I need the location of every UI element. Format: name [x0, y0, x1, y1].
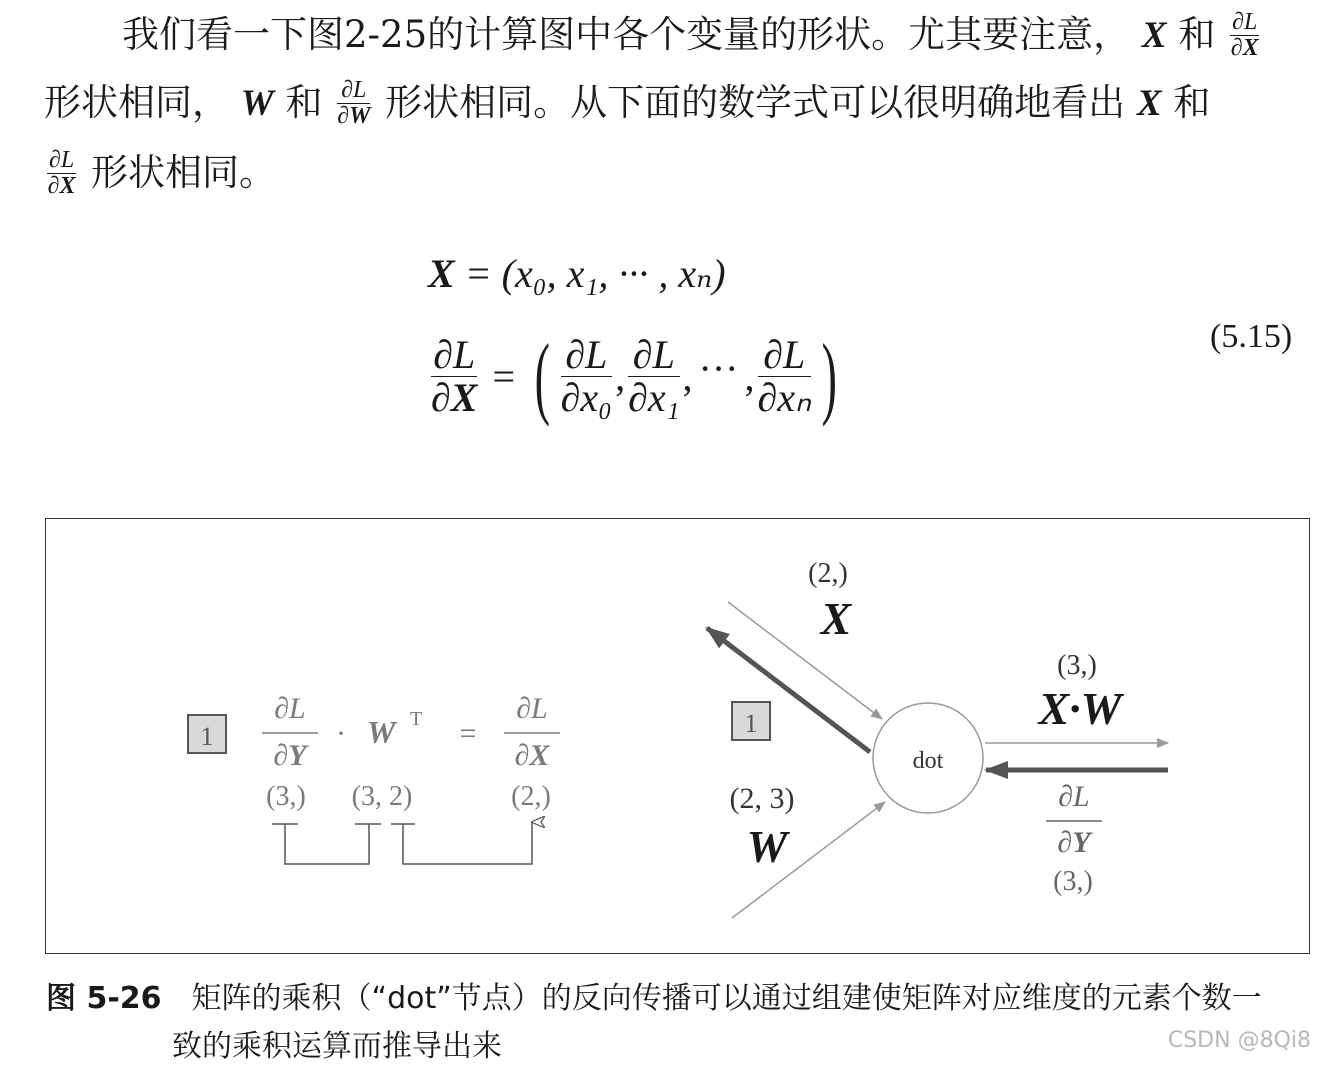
dot-node-label: dot	[912, 748, 944, 774]
x-shape-label: (2,)	[808, 558, 848, 589]
fraction-numerator: ∂L	[1232, 8, 1258, 35]
formula-w-sup: T	[410, 708, 423, 730]
w-shape-label: (2, 3)	[729, 782, 795, 815]
out-shape-label: (3,)	[1057, 650, 1097, 681]
symbol-w: W	[240, 83, 274, 124]
word-and: 和	[1178, 13, 1216, 56]
fraction-numerator: ∂L	[49, 146, 75, 173]
right-paren: )	[821, 325, 837, 427]
fraction-denominator: ∂xₙ	[757, 374, 811, 420]
watermark: CSDN @8Qi8	[1167, 1028, 1311, 1053]
fraction-numerator: ∂L	[758, 334, 811, 377]
fraction-numerator: ∂L	[431, 334, 477, 377]
fraction-denominator: ∂X	[47, 173, 76, 199]
fraction-numerator: ∂L	[628, 334, 679, 377]
fraction-denominator: ∂X	[431, 374, 478, 420]
fraction-denominator: ∂W	[337, 103, 371, 129]
badge-left-text: 1	[200, 722, 214, 751]
fraction-numerator: ∂L	[561, 334, 612, 377]
symbol-x: X	[1141, 15, 1167, 56]
paragraph-text: 形状相同。从下面的数学式可以很明确地看出	[385, 81, 1126, 124]
left-paren: (	[534, 325, 550, 427]
formula-t2-num: ∂L	[516, 692, 548, 725]
eq-ellipsis: ···	[698, 345, 739, 391]
formula-t1-den: ∂Y	[273, 739, 307, 772]
formula-shape-1: (3,)	[266, 781, 306, 812]
w-label: W	[746, 821, 788, 872]
formula-w: W	[367, 714, 396, 750]
equation-line-2: $\frac{\partial L}{\partial X}$ = ( $\frac{\partial L}{\text{∂x₀}}$ , $\frac{\partial L}{\text{∂x₁}}$ , ··· , $\frac{\partial L}{\text{∂xₙ}}$ )	[431, 325, 837, 427]
grad-den: ∂Y	[1057, 826, 1091, 859]
paragraph-text: 形状相同，	[44, 81, 229, 124]
eq-rhs-vector: = (x₀, x₁, ··· , xₙ)	[464, 251, 726, 296]
fraction-numerator: ∂L	[337, 78, 370, 104]
dimension-brackets	[272, 822, 532, 864]
x-label: X	[820, 593, 852, 644]
equation-number: (5.15)	[1210, 318, 1293, 355]
badge-right-text: 1	[744, 709, 758, 738]
paragraph-text: 我们看一下图2-25的计算图中各个变量的形状。尤其要注意，	[122, 13, 1131, 56]
fraction-denominator: ∂X	[1230, 35, 1259, 61]
fraction-denominator: ∂x₀	[560, 374, 613, 420]
formula-shape-3: (2,)	[511, 781, 551, 812]
left-formula	[262, 692, 560, 812]
badge-left	[188, 715, 226, 753]
caption-number: 图 5-26	[46, 981, 162, 1016]
caption-line-1: 矩阵的乘积（“dot”节点）的反向传播可以通过组建使矩阵对应维度的元素个数一	[191, 981, 1262, 1016]
word-and: 和	[285, 81, 323, 124]
formula-t2-den: ∂X	[514, 739, 550, 772]
formula-shape-2: (3, 2)	[351, 781, 413, 812]
formula-eq: =	[459, 717, 477, 750]
fraction-denominator: ∂x₁	[628, 374, 680, 420]
grad-num: ∂L	[1058, 780, 1090, 813]
caption-line-2: 致的乘积运算而推导出来	[172, 1029, 502, 1064]
symbol-x: X	[1136, 83, 1162, 124]
eq-lhs-x: X	[428, 251, 455, 296]
formula-t1-num: ∂L	[274, 692, 306, 725]
paragraph-text: 形状相同。	[90, 151, 276, 194]
eq-equals: =	[492, 353, 516, 399]
dot-node	[873, 703, 983, 813]
grad-shape-label: (3,)	[1053, 866, 1093, 897]
formula-dot: ·	[336, 717, 346, 750]
word-and: 和	[1173, 81, 1211, 124]
figure-caption	[46, 975, 1262, 1071]
out-label: X·W	[1038, 683, 1122, 734]
badge-right	[732, 702, 770, 740]
